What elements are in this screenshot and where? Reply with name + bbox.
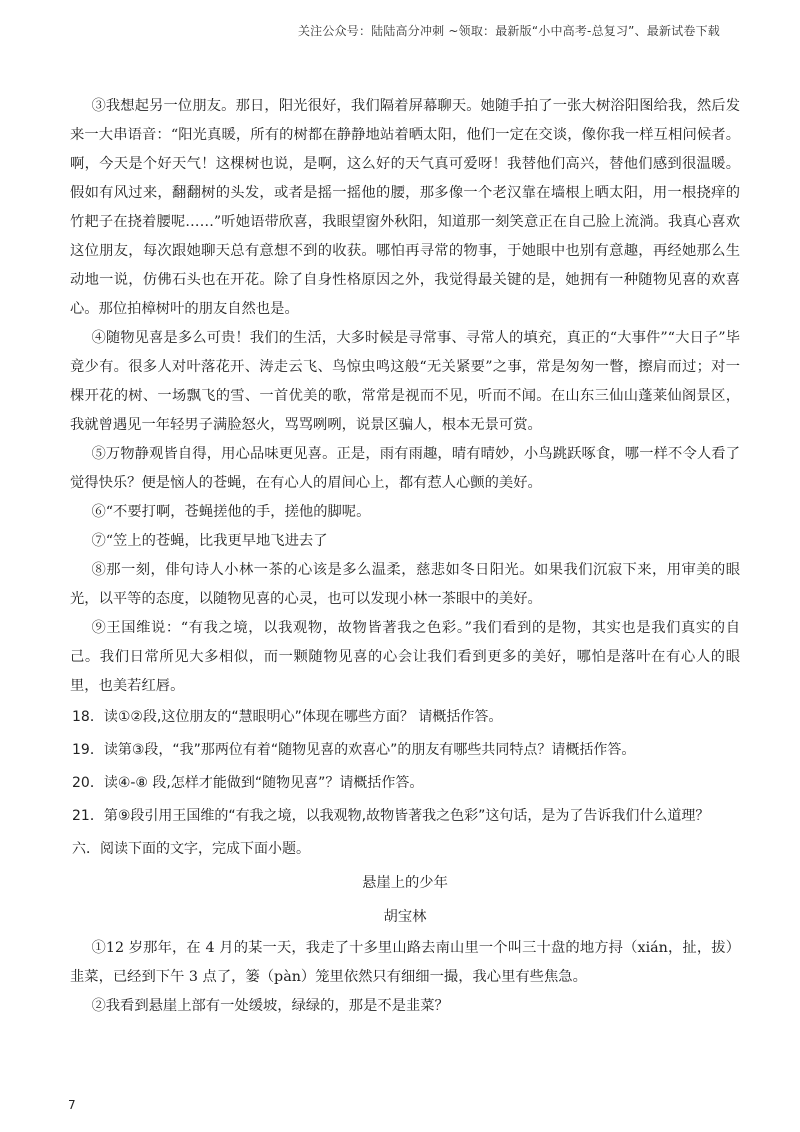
question-20: 20．读④-⑧ 段,怎样才能做到“随物见喜”？请概括作答。	[72, 775, 424, 791]
section-heading: 六．阅读下面的文字，完成下面小题。	[72, 841, 310, 857]
story-author: 胡宝林	[383, 909, 427, 925]
page-header: 关注公众号：陆陆高分冲刺 ~领取：最新版“小中高考-总复习”、最新试卷下载	[297, 24, 720, 38]
question-21: 21．第⑨段引用王国维的“有我之境，以我观物,故物皆著我之色彩”这句话，是为了告诉我们什么道理？	[72, 808, 710, 824]
article-paragraph-5: ⑤万物静观皆自得，用心品味更见喜。正是，雨有雨趣，晴有晴妙，小鸟跳跃啄食，哪一样不令人看了觉得快乐？便是恼人的苍蝇，在有心人的眉间心上，都有惹人心颤的美好。	[70, 446, 740, 491]
article-paragraph-4: ④随物见喜是多么可贵！我们的生活，大多时候是寻常事、寻常人的填充，真正的“大事件”“大日子”毕竟少有。很多人对叶落花开、涛走云飞、鸟惊虫鸣这般“无关紧要”之事，常是匆匆一瞥，擦肩而过；对一棵开花的树、一场飘飞的雪、一首优美的歌，常常是视而不见，听而不闻。在山东三仙山蓬莱仙阁景区，我就曾遇见一年轻男子满脸怒火，骂骂咧咧，说景区骗人，根本无景可赏。	[70, 330, 740, 433]
story-paragraph-1: ①12 岁那年，在 4 月的某一天，我走了十多里山路去南山里一个叫三十盘的地方挦（xián，扯，拔）韭菜，已经到下午 3 点了，篓（pàn）笼里依然只有细细一撮，我心里有些焦急。	[70, 940, 740, 985]
page-content	[70, 92, 740, 1021]
article-paragraph-7: ⑦“笠上的苍蝇，比我更早地飞进去了	[91, 533, 328, 549]
question-18: 18．读①②段,这位朋友的“慧眼明心”体现在哪些方面？ 请概括作答。	[72, 709, 503, 725]
article-paragraph-6: ⑥“不要打啊，苍蝇搓他的手，搓他的脚呢。	[91, 504, 371, 520]
article-paragraph-8: ⑧那一刻，俳句诗人小林一茶的心该是多么温柔，慈悲如冬日阳光。如果我们沉寂下来，用审美的眼光，以平等的态度，以随物见喜的心灵，也可以发现小林一茶眼中的美好。	[70, 562, 740, 607]
story-title: 悬崖上的少年	[362, 875, 448, 891]
question-19: 19．读第③段，“我”那两位有着“随物见喜的欢喜心”的朋友有哪些共同特点？请概括作答。	[72, 742, 636, 758]
page-number: 7	[68, 1098, 76, 1112]
story-paragraph-2: ②我看到悬崖上部有一处缓坡，绿绿的，那是不是韭菜？	[91, 998, 449, 1014]
article-paragraph-3: ③我想起另一位朋友。那日，阳光很好，我们隔着屏幕聊天。她随手拍了一张大树浴阳图给我，然后发来一大串语音：“阳光真暖，所有的树都在静静地站着晒太阳，他们一定在交谈，像你我一样互相问候者。啊，今天是个好天气！这棵树也说，是啊，这么好的天气真可爱呀！我替他们高兴，替他们感到很温暖。假如有风过来，翻翻树的头发，或者是摇一摇他的腰，那多像一个老汉靠在墙根上晒太阳，用一根挠痒的竹耙子在挠着腰呢……”听她语带欣喜，我眼望窗外秋阳，知道那一刻笑意正在自己脸上流淌。我真心喜欢这位朋友，每次跟她聊天总有意想不到的收获。哪怕再寻常的物事，于她眼中也别有意趣，再经她那么生动地一说，仿佛石头也在开花。除了自身性格原因之外，我觉得最关键的是，她拥有一种随物见喜的欢喜心。那位拍樟树叶的朋友自然也是。	[70, 98, 740, 317]
article-paragraph-9: ⑨王国维说：“有我之境，以我观物，故物皆著我之色彩。”我们看到的是物，其实也是我们真实的自己。我们日常所见大多相似，而一颗随物见喜的心会让我们看到更多的美好，哪怕是落叶在有心人的眼里，也美若红唇。	[70, 620, 740, 694]
